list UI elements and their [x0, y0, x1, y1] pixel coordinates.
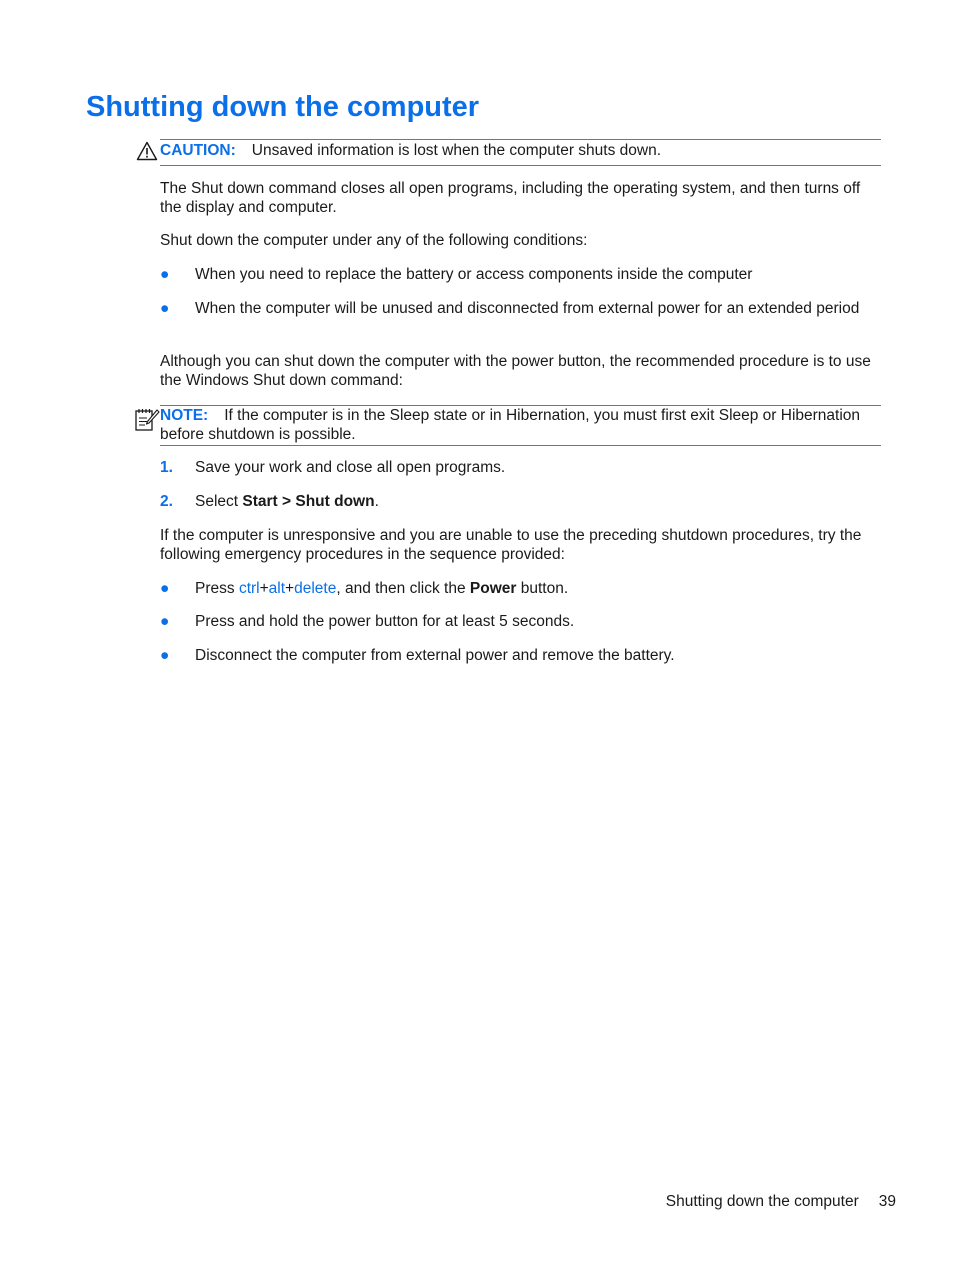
list-item-text: Press ctrl+alt+delete, and then click the Power button. — [195, 580, 569, 597]
note-box — [160, 405, 881, 446]
caution-label: CAUTION: — [160, 142, 236, 159]
conditions-intro: Shut down the computer under any of the following conditions: — [160, 232, 588, 249]
bullet-icon: ● — [160, 613, 170, 630]
bullet-icon: ● — [160, 647, 170, 664]
power-button-label: Power — [469, 580, 517, 597]
bullet-icon: ● — [160, 580, 170, 597]
key-delete: delete — [294, 580, 337, 597]
step-number: 2. — [160, 493, 173, 510]
note-text: If the computer is in the Sleep state or in Hibernation, you must first exit Sleep or Hibernation before shutdown is possible. — [160, 407, 861, 443]
step-text: Select Start > Shut down. — [195, 493, 379, 510]
list-item-text: When the computer will be unused and disconnected from external power for an extended period — [195, 300, 860, 317]
warning-triangle-icon — [136, 141, 158, 161]
key-alt: alt — [268, 580, 286, 597]
procedure-paragraph: Although you can shut down the computer with the power button, the recommended procedure is to use the Windows Shut down command: — [160, 353, 871, 389]
note-pad-icon — [134, 406, 160, 432]
caution-text-line — [160, 141, 881, 160]
menu-path: Start > Shut down — [242, 493, 375, 510]
note-label: NOTE: — [160, 407, 209, 424]
page-footer — [666, 1192, 896, 1211]
bullet-icon: ● — [160, 300, 170, 317]
intro-paragraph: The Shut down command closes all open programs, including the operating system, and then turns off the display and computer. — [160, 180, 861, 216]
key-ctrl: ctrl — [238, 580, 260, 597]
list-item-text: Press and hold the power button for at least 5 seconds. — [195, 613, 575, 630]
note-text-block — [160, 406, 881, 444]
list-item-text: Disconnect the computer from external power and remove the battery. — [195, 647, 675, 664]
step-number: 1. — [160, 459, 173, 476]
caution-text: Unsaved information is lost when the computer shuts down. — [251, 142, 662, 159]
caution-box — [160, 139, 881, 166]
footer-section-title: Shutting down the computer — [665, 1193, 859, 1210]
page-title: Shutting down the computer — [86, 91, 480, 123]
step-text: Save your work and close all open programs. — [195, 459, 506, 476]
emergency-paragraph: If the computer is unresponsive and you are unable to use the preceding shutdown procedures, try the following emergency procedures in the sequence provided: — [160, 527, 862, 563]
page-number: 39 — [878, 1193, 896, 1210]
list-item-text: When you need to replace the battery or access components inside the computer — [195, 266, 753, 283]
bullet-icon: ● — [160, 266, 170, 283]
